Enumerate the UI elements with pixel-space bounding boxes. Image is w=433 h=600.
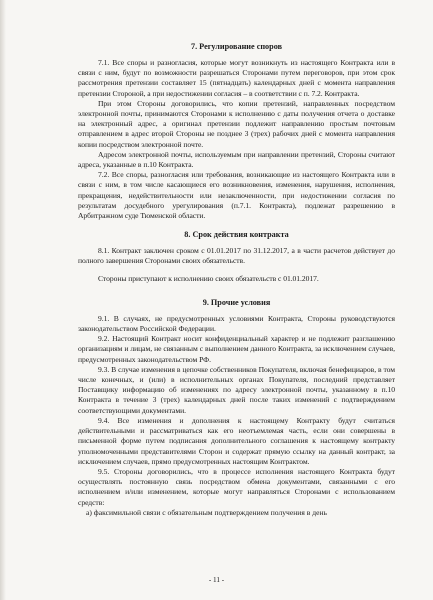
section-heading: 7. Регулирование споров (190, 42, 283, 51)
paragraph: 9.1. В случаях, не предусмотренных условиями Контракта, Стороны руководствуются законодательством Российской Федерации. (78, 313, 395, 334)
page-number: - 11 - (208, 576, 225, 584)
paragraph: Адресом электронной почты, используемым при направлении претензий, Стороны считают адреса, указанные в п.10 Контракта. (78, 149, 395, 170)
paragraph: 9.3. В случае изменения в цепочке собственников Покупателя, включая бенефициаров, в том числе конечных, и (или) в исполнительных органах Покупателя, последний представляет Поставщику информацию об изменениях по адресу электронной почты, указанному в п.10 Контракта в течение 3 (трех) календарных дней после таких изменений с подтверждением соответствующими документами. (78, 364, 395, 415)
paragraph: 9.4. Все изменения и дополнения к настоящему Контракту будут считаться действительными и рассматриваться как его неотъемлемая часть, если они совершены в письменной форме путем подписания дополнительного соглашения к настоящему контракту уполномоченными представителями Сторон и содержат прямую ссылку на данный контракт, за исключением случаев, прямо предусмотренных настоящим Контрактом. (78, 415, 395, 466)
section-heading: 8. Срок действия контракта (184, 230, 289, 240)
paragraph: 9.5. Стороны договорились, что в процессе исполнения настоящего Контракта будут осуществлять постоянную связь посредством обмена документами, связанными с его исполнением и/или изменением, которые могут направляться Сторонами с использованием средств: (78, 466, 395, 507)
section-7 (78, 42, 395, 221)
section-8 (78, 230, 395, 284)
list-item: а) факсимильной связи с обязательным подтверждением получения в день (86, 507, 328, 517)
paragraph: 7.2. Все споры, разногласия или требования, возникающие из настоящего Контракта или в связи с ним, в том числе касающиеся его возникновения, изменения, нарушения, исполнения, прекращения, недействительности или незаключенности, при недостижении согласия по результатам досудебного урегулирования (п.7.1. Контракта), подлежат разрешению в Арбитражном суде Тюменской области. (78, 170, 395, 221)
section-9 (78, 298, 395, 518)
paragraph: 9.2. Настоящий Контракт носит конфиденциальный характер и не подлежит разглашению организациям и лицам, не связанным с выполнением данного Контракта, за исключением случаев, предусмотренных законодательством РФ. (78, 334, 395, 364)
paragraph: 7.1. Все споры и разногласия, которые могут возникнуть из настоящего Контракта или в связи с ним, будут по возможности разрешаться Сторонами путем переговоров, при этом срок рассмотрения претензии составляет 15 (пятнадцать) календарных дней с момента направления претензии Стороной, а при недостижении согласия – в соответствии с п. 7.2. Контракта. (78, 58, 395, 98)
scan-edge-shadow (0, 0, 6, 600)
paragraph: При этом Стороны договорились, что копии претензий, направленных посредством электронной почты, принимаются Сторонами к исполнению с даты получения отчета о доставке на электронный адрес, а оригинал претензии подлежит направлению простым почтовым отправлением в адрес второй Стороны не позднее 3 (трех) рабочих дней с момента направления копии посредством электронной почте. (78, 98, 395, 149)
paragraph: 8.1. Контракт заключен сроком с 01.01.2017 по 31.12.2017, а в части расчетов действует до полного завершения Сторонами своих обязательств. (78, 246, 395, 266)
section-heading: 9. Прочие условия (202, 297, 271, 307)
paragraph: Стороны приступают к исполнению своих обязательств с 01.01.2017. (98, 273, 319, 283)
